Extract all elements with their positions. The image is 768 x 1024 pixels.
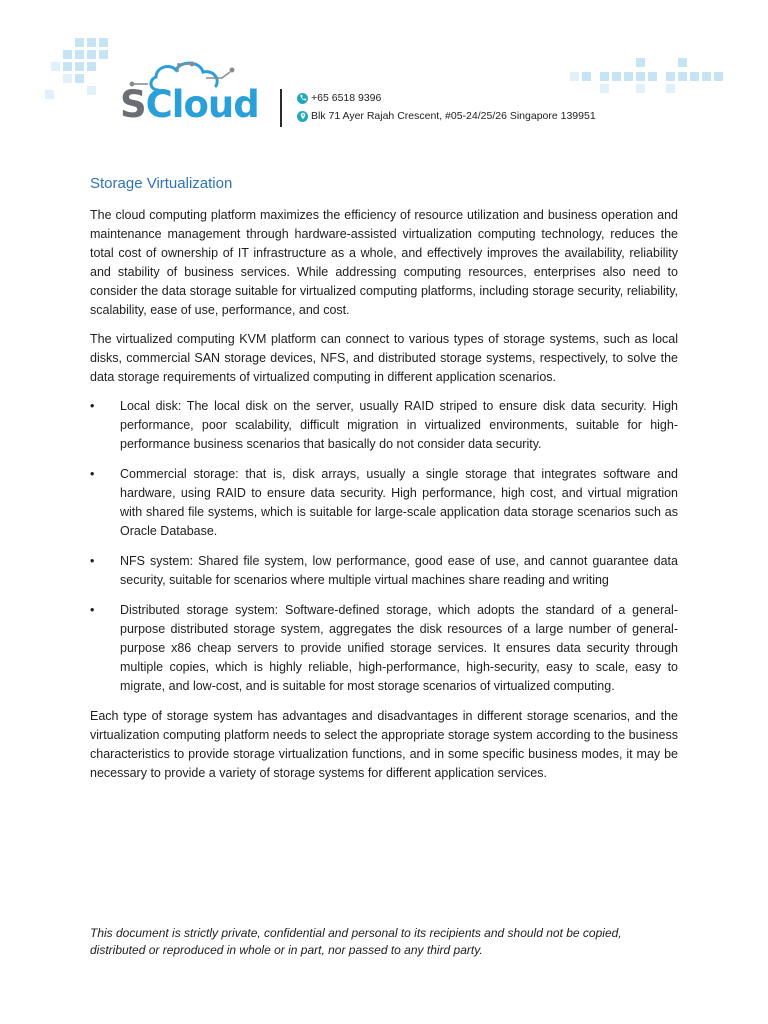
intro-paragraph: The cloud computing platform maximizes the efficiency of resource utilization and business operation and maintenance management through hardware-assisted virtualization computing technology, reduces the total cost of ownership of IT infrastructure as a whole, and effectively improves the availability, reliability and stability of business services. While addressing computing resources, enterprises also need to consider the data storage suitable for virtualized computing platforms, including storage security, reliability, scalability, ease of use, performance, and cost. <box>90 208 678 317</box>
bullet-mark: • <box>90 399 95 413</box>
contact-address <box>297 110 596 122</box>
kvm-paragraph: The virtualized computing KVM platform can connect to various types of storage systems, such as local disks, commercial SAN storage devices, NFS, and distributed storage systems, respectively, to solve the data storage requirements of virtualized computing in different application scenarios. <box>90 332 678 384</box>
contact-phone <box>297 92 381 104</box>
list-item <box>90 465 678 541</box>
list-item-text: Commercial storage: that is, disk arrays, usually a single storage that integrates software and hardware, using RAID to ensure data security. High performance, high cost, and virtual migration with shared file systems, which is suitable for large-scale application data storage scenarios such as Oracle Database. <box>120 467 678 538</box>
list-item <box>90 397 678 454</box>
phone-number: +65 6518 9396 <box>311 92 382 104</box>
section-title: Storage Virtualization <box>90 175 233 192</box>
confidentiality-disclaimer: This document is strictly private, confidential and personal to its recipients and should not be copied, distributed or reproduced in whole or in part, nor passed to any third party. <box>90 926 622 957</box>
list-item-text: Local disk: The local disk on the server, usually RAID striped to ensure disk data security. High performance, poor scalability, difficult migration in virtualized environments, suitable for high-performance business scenarios that basically do not consider data security. <box>120 399 678 451</box>
address-text: Blk 71 Ayer Rajah Crescent, #05-24/25/26 Singapore 139951 <box>311 110 596 122</box>
storage-types-list <box>90 397 678 696</box>
logo-wordmark: SCloud <box>120 83 259 126</box>
closing-paragraph: Each type of storage system has advantages and disadvantages in different storage scenarios, and the virtualization computing platform needs to select the appropriate storage system according to the business characteristics to provide storage virtualization functions, and in some specific business modes, it may be necessary to provide a variety of storage systems for different application services. <box>90 709 678 780</box>
bullet-mark: • <box>90 603 95 617</box>
list-item-text: Distributed storage system: Software-defined storage, which adopts the standard of a general-purpose distributed storage system, aggregates the disk resources of a large number of general-purpose x86 cheap servers to provide unified storage services. It ensures data security through multiple copies, which is highly reliable, high-performance, high-security, easy to scale, easy to migrate, and low-cost, and is suitable for most storage scenarios of virtualized computing. <box>120 603 678 693</box>
bullet-mark: • <box>90 467 95 481</box>
decorative-pixels-right <box>570 58 730 98</box>
list-item <box>90 552 678 590</box>
decorative-pixels-left <box>45 38 125 103</box>
phone-icon <box>297 93 308 104</box>
list-item-text: NFS system: Shared file system, low performance, good ease of use, and cannot guarantee data security, suitable for scenarios where multiple virtual machines share reading and writing <box>120 554 678 587</box>
list-item <box>90 601 678 696</box>
document-body <box>90 174 678 793</box>
company-logo <box>118 58 268 128</box>
location-pin-icon <box>297 111 308 122</box>
header-divider <box>280 89 282 127</box>
bullet-mark: • <box>90 554 95 568</box>
